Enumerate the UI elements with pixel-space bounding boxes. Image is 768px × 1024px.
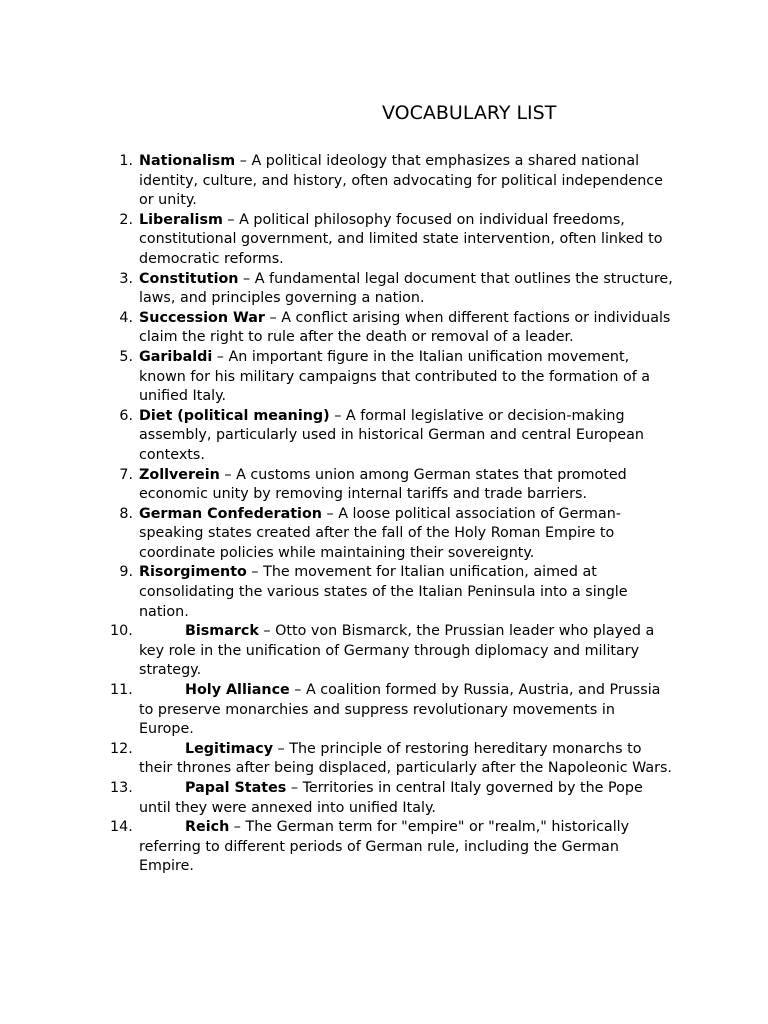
item-term: Zollverein xyxy=(139,466,220,483)
item-term: Risorgimento xyxy=(139,564,247,581)
item-term: Legitimacy xyxy=(185,740,274,757)
item-term: Diet (political meaning) xyxy=(139,407,330,424)
item-number: 1. xyxy=(119,153,133,169)
item-term: Garibaldi xyxy=(139,348,213,365)
item-number: 6. xyxy=(119,407,133,424)
item-number: 8. xyxy=(119,505,133,522)
list-item xyxy=(0,740,674,779)
item-definition: – A formal legislative or decision-making assembly, particularly used in historical German and central European contexts. xyxy=(139,407,644,463)
item-definition: – A conflict arising when different factions or individuals claim the right to rule after the death or removal of a leader. xyxy=(139,309,671,346)
item-number: 4. xyxy=(119,309,133,326)
list-item xyxy=(0,211,674,270)
item-term: Papal States xyxy=(185,780,287,796)
list-item xyxy=(0,152,674,211)
item-definition: – The movement for Italian unification, aimed at consolidating the various states of the Italian Peninsula into a single nation. xyxy=(139,564,628,620)
item-term: Nationalism xyxy=(139,153,236,169)
item-definition: – A coalition formed by Russia, Austria, and Prussia to preserve monarchies and suppress revolutionary movements in Europe. xyxy=(139,682,661,738)
item-term: Reich xyxy=(185,819,230,836)
item-term: Holy Alliance xyxy=(185,682,290,699)
item-definition: – A loose political association of German-speaking states created after the fall of the Holy Roman Empire to coordinate policies while maintaining their sovereignty. xyxy=(139,505,621,561)
item-number: 7. xyxy=(119,466,133,483)
item-definition: – A political philosophy focused on individual freedoms, constitutional government, and limited state intervention, often linked to democratic reforms. xyxy=(139,211,663,267)
list-item xyxy=(0,407,674,466)
item-definition: – A fundamental legal document that outlines the structure, laws, and principles governing a nation. xyxy=(139,270,673,307)
item-number: 3. xyxy=(119,270,133,287)
list-item xyxy=(0,466,674,505)
item-number: 11. xyxy=(110,682,133,699)
item-term: German Confederation xyxy=(139,505,322,522)
item-term: Liberalism xyxy=(139,211,223,228)
list-item xyxy=(0,270,674,309)
list-item xyxy=(0,505,674,564)
vocabulary-list xyxy=(0,152,768,877)
item-number: 9. xyxy=(119,564,133,581)
list-item xyxy=(0,622,674,681)
item-number: 5. xyxy=(119,348,133,365)
list-item xyxy=(0,563,674,622)
item-term: Succession War xyxy=(139,309,265,326)
item-definition: – A political ideology that emphasizes a shared national identity, culture, and history, often advocating for political independence or unity. xyxy=(139,153,663,209)
item-definition: – The German term for "empire" or "realm," historically referring to different periods of German rule, including the German Empire. xyxy=(139,819,630,875)
item-definition: – Otto von Bismarck, the Prussian leader who played a key role in the unification of Germany through diplomacy and military strategy. xyxy=(139,623,655,679)
list-item xyxy=(0,681,674,740)
item-term: Bismarck xyxy=(185,623,259,640)
item-term: Constitution xyxy=(139,270,239,287)
item-definition: – A customs union among German states that promoted economic unity by removing internal tariffs and trade barriers. xyxy=(139,466,627,503)
item-number: 13. xyxy=(110,780,133,796)
item-number: 12. xyxy=(110,740,133,757)
list-item xyxy=(0,309,674,348)
list-item xyxy=(0,779,674,818)
item-definition: – An important figure in the Italian unification movement, known for his military campaigns that contributed to the formation of a unified Italy. xyxy=(139,348,651,405)
document-title: VOCABULARY LIST xyxy=(382,102,557,124)
list-item xyxy=(0,818,674,877)
item-definition: – Territories in central Italy governed by the Pope until they were annexed into unified Italy. xyxy=(139,780,643,816)
item-definition: – The principle of restoring hereditary monarchs to their thrones after being displaced, particularly after the Napoleonic Wars. xyxy=(139,740,672,777)
item-number: 2. xyxy=(119,211,133,228)
item-number: 10. xyxy=(110,623,133,640)
item-number: 14. xyxy=(110,819,133,836)
list-item xyxy=(0,348,674,407)
